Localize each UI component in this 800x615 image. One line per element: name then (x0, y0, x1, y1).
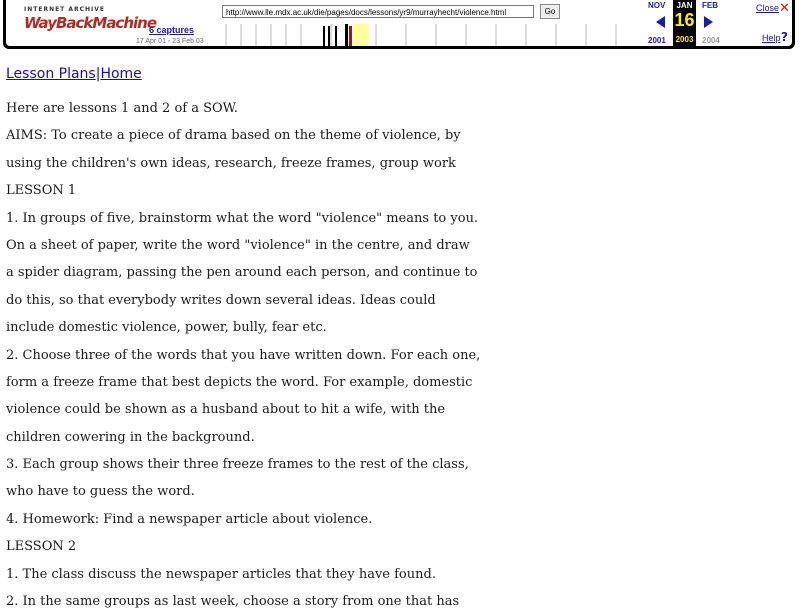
content-line: do this, so that everybody writes down several ideas. Ideas could (6, 292, 436, 308)
content-line: children cowering in the background. (6, 429, 255, 445)
lesson-plans-link[interactable]: Lesson Plans (6, 66, 96, 82)
content-line: On a sheet of paper, write the word "violence" in the centre, and draw (6, 237, 470, 253)
content-line: AIMS: To create a piece of drama based on the theme of violence, by (6, 128, 461, 144)
help-icon[interactable]: ? (781, 30, 788, 44)
content-line: 1. In groups of five, brainstorm what the word "violence" means to you. (6, 210, 479, 226)
content-line: 1. The class discuss the newspaper articles that they have found. (6, 566, 436, 582)
capture-mark (345, 24, 348, 46)
content-line: include domestic violence, power, bully, fear etc. (6, 320, 327, 336)
capture-sparkline[interactable] (218, 24, 640, 46)
prev-year: 2001 (648, 36, 666, 45)
capture-date-range: 17 Apr 01 - 23 Feb 03 (136, 38, 204, 45)
wayback-logo[interactable] (24, 6, 157, 40)
capture-mark (335, 26, 337, 46)
capture-mark (349, 26, 352, 46)
content-line: 2. In the same groups as last week, choose a story from one that has (6, 594, 460, 610)
wayback-toolbar-inner (6, 0, 792, 46)
current-day: 16 (674, 10, 695, 30)
current-date-box (673, 0, 696, 46)
capture-mark (328, 26, 330, 46)
content-line: a spider diagram, passing the pen around each person, and continue to (6, 265, 478, 281)
current-month: JAN (676, 1, 693, 10)
content-line: 4. Homework: Find a newspaper article about violence. (6, 511, 373, 527)
next-month-link[interactable]: FEB (702, 1, 718, 10)
content-line: violence could be shown as a husband about to hit a wife, with the (6, 402, 446, 418)
lesson-nav (6, 66, 142, 82)
wayback-toolbar (3, 0, 795, 49)
content-line: LESSON 1 (6, 183, 77, 199)
content-line: LESSON 2 (6, 539, 77, 555)
content-line: 3. Each group shows their three freeze frames to the rest of the class, (6, 457, 469, 473)
close-icon[interactable]: ✕ (779, 1, 790, 16)
prev-month-link[interactable]: NOV (648, 1, 666, 10)
wayback-logo-main: WayBackMachine (24, 14, 157, 32)
next-year: 2004 (702, 36, 720, 45)
date-navigator (646, 0, 726, 46)
captures-link[interactable]: 6 captures (149, 25, 195, 35)
url-input[interactable]: http://www.lle.mdx.ac.uk/die/pages/docs/lessons/yr9/murrayhecht/violence.html (222, 5, 534, 18)
content-line: Here are lessons 1 and 2 of a SOW. (6, 101, 238, 116)
lesson-content (6, 95, 786, 615)
current-year: 2003 (675, 35, 694, 44)
prev-arrow-icon[interactable] (656, 16, 665, 28)
next-arrow-icon[interactable] (704, 16, 713, 28)
content-line: form a freeze frame that best depicts the word. For example, domestic (6, 374, 473, 390)
help-link[interactable]: Help (762, 33, 781, 43)
home-link[interactable]: Home (100, 66, 142, 82)
wayback-logo-top: INTERNET ARCHIVE (24, 6, 106, 13)
go-button[interactable]: Go (540, 4, 560, 19)
content-line: using the children's own ideas, research, freeze frames, group work (6, 155, 456, 171)
current-capture-highlight (353, 24, 369, 46)
capture-mark (323, 26, 325, 46)
content-line: who have to guess the word. (6, 484, 195, 500)
nav-separator: | (95, 66, 101, 82)
content-line: 2. Choose three of the words that you have written down. For each one, (6, 347, 481, 363)
close-link[interactable]: Close (756, 3, 780, 13)
